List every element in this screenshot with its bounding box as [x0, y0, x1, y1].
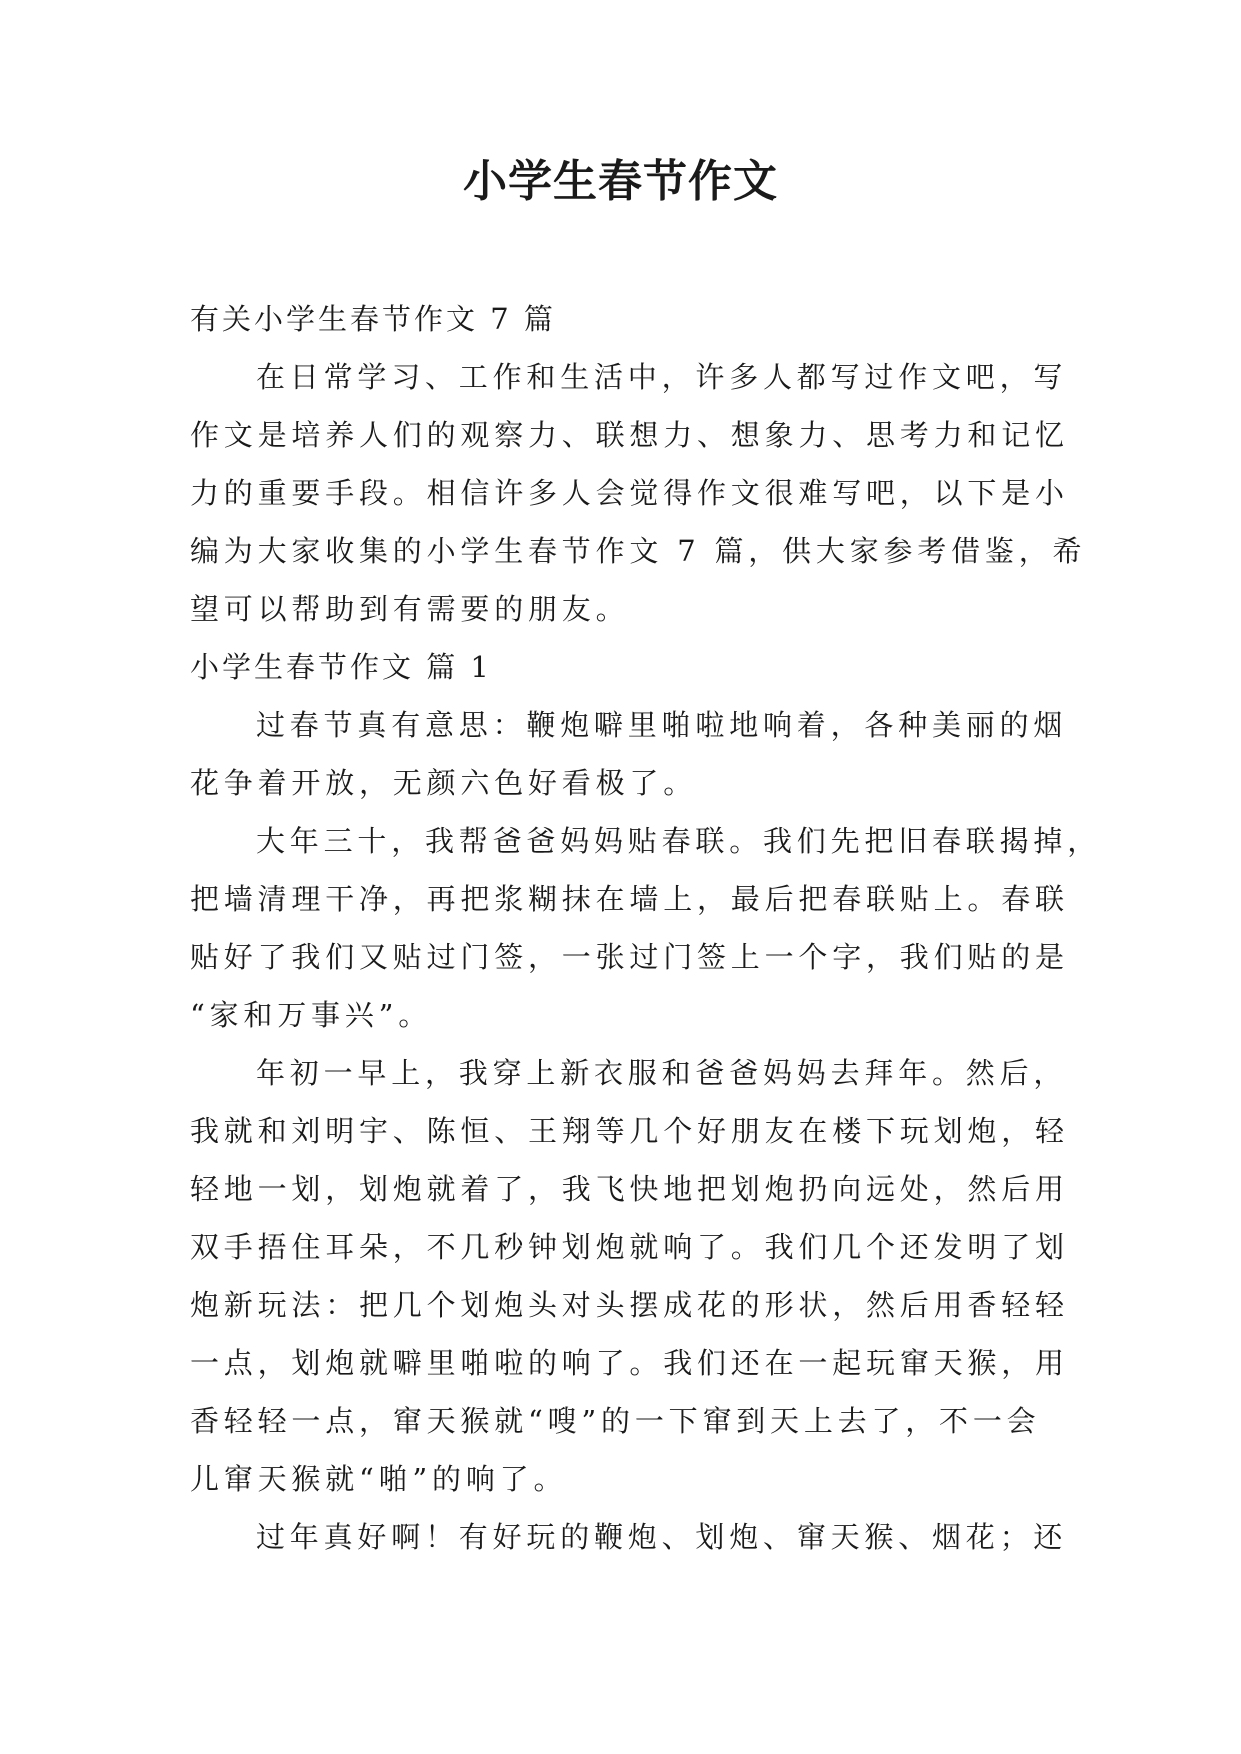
body-line: 在日常学习、工作和生活中，许多人都写过作文吧，写 [256, 360, 1068, 394]
body-line: 儿窜天猴就“啪”的响了。 [190, 1462, 568, 1496]
body-line: “家和万事兴”。 [190, 998, 433, 1032]
body-line: 双手捂住耳朵，不几秒钟划炮就响了。我们几个还发明了划 [190, 1230, 1069, 1264]
body-line: 把墙清理干净，再把浆糊抹在墙上，最后把春联贴上。春联 [190, 882, 1069, 916]
body-line: 花争着开放，无颜六色好看极了。 [190, 766, 698, 800]
body-line: 贴好了我们又贴过门签，一张过门签上一个字，我们贴的是 [190, 940, 1069, 974]
body-line: 编为大家收集的小学生春节作文 7 篇，供大家参考借鉴，希 [190, 534, 1087, 568]
body-line: 年初一早上，我穿上新衣服和爸爸妈妈去拜年。然后， [256, 1056, 1068, 1090]
body-line: 炮新玩法：把几个划炮头对头摆成花的形状，然后用香轻轻 [190, 1288, 1069, 1322]
body-line: 过春节真有意思：鞭炮噼里啪啦地响着，各种美丽的烟 [256, 708, 1068, 742]
body-line: 力的重要手段。相信许多人会觉得作文很难写吧，以下是小 [190, 476, 1069, 510]
body-line: 望可以帮助到有需要的朋友。 [190, 592, 630, 626]
document-body [190, 290, 1102, 1566]
section-heading: 有关小学生春节作文 7 篇 [190, 302, 556, 336]
body-line: 一点，划炮就噼里啪啦的响了。我们还在一起玩窜天猴，用 [190, 1346, 1069, 1380]
section-heading: 小学生春节作文 篇 1 [190, 650, 492, 684]
body-line: 大年三十，我帮爸爸妈妈贴春联。我们先把旧春联揭掉， [256, 824, 1102, 858]
body-line: 过年真好啊！有好玩的鞭炮、划炮、窜天猴、烟花；还 [256, 1520, 1068, 1554]
body-line: 轻地一划，划炮就着了，我飞快地把划炮扔向远处，然后用 [190, 1172, 1069, 1206]
document-title: 小学生春节作文 [463, 156, 778, 207]
body-line: 香轻轻一点，窜天猴就“嗖”的一下窜到天上去了，不一会 [190, 1404, 1041, 1438]
body-line: 我就和刘明宇、陈恒、王翔等几个好朋友在楼下玩划炮，轻 [190, 1114, 1069, 1148]
body-line: 作文是培养人们的观察力、联想力、想象力、思考力和记忆 [190, 418, 1069, 452]
